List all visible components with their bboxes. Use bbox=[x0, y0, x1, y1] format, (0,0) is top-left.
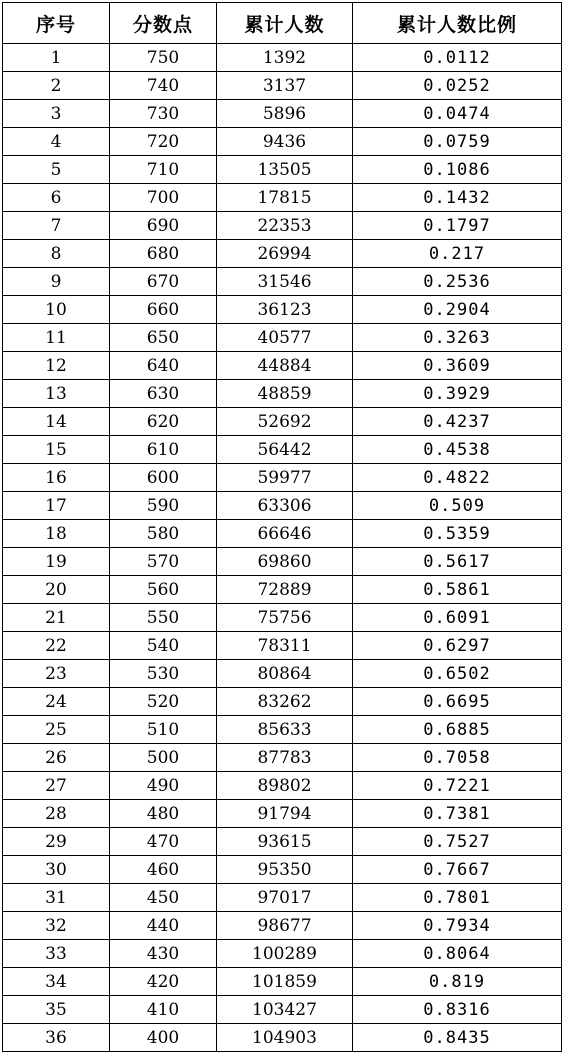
cell-score: 490 bbox=[110, 772, 217, 800]
cell-cumulative-ratio: 0.5861 bbox=[353, 576, 562, 604]
header-score: 分数点 bbox=[110, 3, 217, 44]
table-row bbox=[3, 324, 562, 352]
cell-cumulative-ratio: 0.4538 bbox=[353, 436, 562, 464]
table-row bbox=[3, 856, 562, 884]
header-cumulative-ratio: 累计人数比例 bbox=[353, 3, 562, 44]
cell-cumulative-ratio: 0.5359 bbox=[353, 520, 562, 548]
cell-cumulative-count: 83262 bbox=[217, 688, 353, 716]
cell-score: 590 bbox=[110, 492, 217, 520]
table-row bbox=[3, 548, 562, 576]
cell-score: 730 bbox=[110, 100, 217, 128]
table-row bbox=[3, 212, 562, 240]
cell-cumulative-count: 100289 bbox=[217, 940, 353, 968]
cell-index: 25 bbox=[3, 716, 110, 744]
cell-index: 15 bbox=[3, 436, 110, 464]
table-row bbox=[3, 156, 562, 184]
cell-index: 16 bbox=[3, 464, 110, 492]
cell-cumulative-ratio: 0.819 bbox=[353, 968, 562, 996]
cell-cumulative-ratio: 0.8316 bbox=[353, 996, 562, 1024]
table-row bbox=[3, 828, 562, 856]
score-table bbox=[2, 2, 562, 1052]
cell-cumulative-count: 26994 bbox=[217, 240, 353, 268]
cell-score: 550 bbox=[110, 604, 217, 632]
cell-score: 460 bbox=[110, 856, 217, 884]
cell-score: 480 bbox=[110, 800, 217, 828]
cell-score: 450 bbox=[110, 884, 217, 912]
cell-index: 3 bbox=[3, 100, 110, 128]
cell-score: 580 bbox=[110, 520, 217, 548]
table-row bbox=[3, 408, 562, 436]
table-row bbox=[3, 912, 562, 940]
cell-cumulative-count: 17815 bbox=[217, 184, 353, 212]
header-row bbox=[3, 3, 562, 44]
cell-index: 34 bbox=[3, 968, 110, 996]
cell-cumulative-ratio: 0.7667 bbox=[353, 856, 562, 884]
cell-cumulative-ratio: 0.6297 bbox=[353, 632, 562, 660]
cell-score: 520 bbox=[110, 688, 217, 716]
cell-index: 21 bbox=[3, 604, 110, 632]
cell-score: 630 bbox=[110, 380, 217, 408]
table-row bbox=[3, 268, 562, 296]
cell-index: 6 bbox=[3, 184, 110, 212]
table-row bbox=[3, 296, 562, 324]
cell-cumulative-count: 98677 bbox=[217, 912, 353, 940]
table-body bbox=[3, 44, 562, 1052]
table-row bbox=[3, 968, 562, 996]
cell-index: 10 bbox=[3, 296, 110, 324]
cell-index: 35 bbox=[3, 996, 110, 1024]
cell-score: 700 bbox=[110, 184, 217, 212]
cell-cumulative-ratio: 0.7801 bbox=[353, 884, 562, 912]
cell-cumulative-count: 1392 bbox=[217, 44, 353, 72]
table-row bbox=[3, 44, 562, 72]
table-row bbox=[3, 772, 562, 800]
cell-index: 26 bbox=[3, 744, 110, 772]
cell-cumulative-count: 89802 bbox=[217, 772, 353, 800]
cell-cumulative-ratio: 0.3263 bbox=[353, 324, 562, 352]
table-row bbox=[3, 884, 562, 912]
cell-cumulative-ratio: 0.6091 bbox=[353, 604, 562, 632]
cell-cumulative-ratio: 0.6502 bbox=[353, 660, 562, 688]
cell-cumulative-ratio: 0.7381 bbox=[353, 800, 562, 828]
cell-index: 13 bbox=[3, 380, 110, 408]
cell-cumulative-ratio: 0.0759 bbox=[353, 128, 562, 156]
cell-cumulative-ratio: 0.2536 bbox=[353, 268, 562, 296]
cell-cumulative-count: 87783 bbox=[217, 744, 353, 772]
cell-cumulative-count: 66646 bbox=[217, 520, 353, 548]
table-row bbox=[3, 688, 562, 716]
cell-index: 27 bbox=[3, 772, 110, 800]
cell-index: 11 bbox=[3, 324, 110, 352]
cell-cumulative-ratio: 0.6885 bbox=[353, 716, 562, 744]
cell-cumulative-count: 103427 bbox=[217, 996, 353, 1024]
cell-index: 20 bbox=[3, 576, 110, 604]
cell-score: 540 bbox=[110, 632, 217, 660]
cell-score: 660 bbox=[110, 296, 217, 324]
cell-cumulative-count: 104903 bbox=[217, 1024, 353, 1052]
cell-cumulative-count: 75756 bbox=[217, 604, 353, 632]
cell-cumulative-count: 40577 bbox=[217, 324, 353, 352]
cell-index: 2 bbox=[3, 72, 110, 100]
table-row bbox=[3, 632, 562, 660]
cell-cumulative-count: 63306 bbox=[217, 492, 353, 520]
cell-score: 620 bbox=[110, 408, 217, 436]
cell-score: 530 bbox=[110, 660, 217, 688]
table-row bbox=[3, 800, 562, 828]
cell-cumulative-count: 44884 bbox=[217, 352, 353, 380]
table-row bbox=[3, 184, 562, 212]
cell-index: 8 bbox=[3, 240, 110, 268]
cell-cumulative-ratio: 0.7058 bbox=[353, 744, 562, 772]
cell-cumulative-count: 95350 bbox=[217, 856, 353, 884]
cell-cumulative-count: 72889 bbox=[217, 576, 353, 604]
table-row bbox=[3, 744, 562, 772]
cell-index: 1 bbox=[3, 44, 110, 72]
table-row bbox=[3, 520, 562, 548]
cell-cumulative-count: 97017 bbox=[217, 884, 353, 912]
cell-cumulative-ratio: 0.0252 bbox=[353, 72, 562, 100]
table-row bbox=[3, 436, 562, 464]
cell-index: 4 bbox=[3, 128, 110, 156]
cell-cumulative-count: 31546 bbox=[217, 268, 353, 296]
cell-index: 24 bbox=[3, 688, 110, 716]
cell-index: 33 bbox=[3, 940, 110, 968]
table-row bbox=[3, 576, 562, 604]
cell-cumulative-count: 101859 bbox=[217, 968, 353, 996]
cell-score: 600 bbox=[110, 464, 217, 492]
cell-score: 740 bbox=[110, 72, 217, 100]
cell-cumulative-count: 36123 bbox=[217, 296, 353, 324]
cell-index: 5 bbox=[3, 156, 110, 184]
table-row bbox=[3, 660, 562, 688]
cell-score: 470 bbox=[110, 828, 217, 856]
cell-cumulative-ratio: 0.1797 bbox=[353, 212, 562, 240]
cell-cumulative-count: 85633 bbox=[217, 716, 353, 744]
cell-index: 36 bbox=[3, 1024, 110, 1052]
table-row bbox=[3, 128, 562, 156]
cell-cumulative-ratio: 0.7221 bbox=[353, 772, 562, 800]
cell-index: 28 bbox=[3, 800, 110, 828]
cell-index: 22 bbox=[3, 632, 110, 660]
cell-cumulative-count: 22353 bbox=[217, 212, 353, 240]
cell-cumulative-ratio: 0.509 bbox=[353, 492, 562, 520]
table-row bbox=[3, 100, 562, 128]
cell-cumulative-ratio: 0.5617 bbox=[353, 548, 562, 576]
cell-cumulative-count: 80864 bbox=[217, 660, 353, 688]
cell-index: 31 bbox=[3, 884, 110, 912]
cell-cumulative-count: 9436 bbox=[217, 128, 353, 156]
cell-index: 9 bbox=[3, 268, 110, 296]
table-row bbox=[3, 352, 562, 380]
cell-index: 18 bbox=[3, 520, 110, 548]
cell-score: 750 bbox=[110, 44, 217, 72]
header-cumulative-count: 累计人数 bbox=[217, 3, 353, 44]
table-row bbox=[3, 996, 562, 1024]
table-row bbox=[3, 716, 562, 744]
cell-score: 680 bbox=[110, 240, 217, 268]
cell-cumulative-count: 69860 bbox=[217, 548, 353, 576]
cell-cumulative-ratio: 0.1086 bbox=[353, 156, 562, 184]
cell-cumulative-count: 78311 bbox=[217, 632, 353, 660]
cell-score: 560 bbox=[110, 576, 217, 604]
cell-cumulative-ratio: 0.7527 bbox=[353, 828, 562, 856]
cell-score: 410 bbox=[110, 996, 217, 1024]
table-row bbox=[3, 72, 562, 100]
cell-index: 29 bbox=[3, 828, 110, 856]
table-row bbox=[3, 240, 562, 268]
table-row bbox=[3, 1024, 562, 1052]
cell-score: 710 bbox=[110, 156, 217, 184]
cell-cumulative-count: 56442 bbox=[217, 436, 353, 464]
cell-score: 500 bbox=[110, 744, 217, 772]
cell-index: 12 bbox=[3, 352, 110, 380]
cell-index: 19 bbox=[3, 548, 110, 576]
cell-cumulative-count: 59977 bbox=[217, 464, 353, 492]
cell-cumulative-count: 91794 bbox=[217, 800, 353, 828]
cell-cumulative-ratio: 0.3609 bbox=[353, 352, 562, 380]
cell-score: 720 bbox=[110, 128, 217, 156]
cell-cumulative-ratio: 0.6695 bbox=[353, 688, 562, 716]
cell-score: 440 bbox=[110, 912, 217, 940]
table-row bbox=[3, 380, 562, 408]
cell-cumulative-count: 5896 bbox=[217, 100, 353, 128]
cell-cumulative-count: 48859 bbox=[217, 380, 353, 408]
cell-cumulative-count: 52692 bbox=[217, 408, 353, 436]
table-row bbox=[3, 604, 562, 632]
cell-score: 570 bbox=[110, 548, 217, 576]
cell-cumulative-count: 13505 bbox=[217, 156, 353, 184]
cell-score: 430 bbox=[110, 940, 217, 968]
cell-cumulative-ratio: 0.8435 bbox=[353, 1024, 562, 1052]
cell-cumulative-ratio: 0.3929 bbox=[353, 380, 562, 408]
cell-cumulative-ratio: 0.4237 bbox=[353, 408, 562, 436]
cell-cumulative-ratio: 0.2904 bbox=[353, 296, 562, 324]
table-row bbox=[3, 940, 562, 968]
table-row bbox=[3, 464, 562, 492]
cell-cumulative-ratio: 0.8064 bbox=[353, 940, 562, 968]
cell-index: 32 bbox=[3, 912, 110, 940]
cell-score: 650 bbox=[110, 324, 217, 352]
cell-score: 420 bbox=[110, 968, 217, 996]
cell-cumulative-ratio: 0.0112 bbox=[353, 44, 562, 72]
cell-cumulative-ratio: 0.7934 bbox=[353, 912, 562, 940]
cell-score: 400 bbox=[110, 1024, 217, 1052]
cell-score: 640 bbox=[110, 352, 217, 380]
cell-cumulative-ratio: 0.1432 bbox=[353, 184, 562, 212]
cell-index: 14 bbox=[3, 408, 110, 436]
cell-index: 7 bbox=[3, 212, 110, 240]
cell-cumulative-ratio: 0.0474 bbox=[353, 100, 562, 128]
cell-score: 610 bbox=[110, 436, 217, 464]
cell-cumulative-count: 93615 bbox=[217, 828, 353, 856]
table-row bbox=[3, 492, 562, 520]
cell-index: 23 bbox=[3, 660, 110, 688]
cell-cumulative-count: 3137 bbox=[217, 72, 353, 100]
cell-score: 690 bbox=[110, 212, 217, 240]
cell-cumulative-ratio: 0.217 bbox=[353, 240, 562, 268]
cell-index: 17 bbox=[3, 492, 110, 520]
header-index: 序号 bbox=[3, 3, 110, 44]
cell-score: 670 bbox=[110, 268, 217, 296]
cell-cumulative-ratio: 0.4822 bbox=[353, 464, 562, 492]
cell-index: 30 bbox=[3, 856, 110, 884]
cell-score: 510 bbox=[110, 716, 217, 744]
